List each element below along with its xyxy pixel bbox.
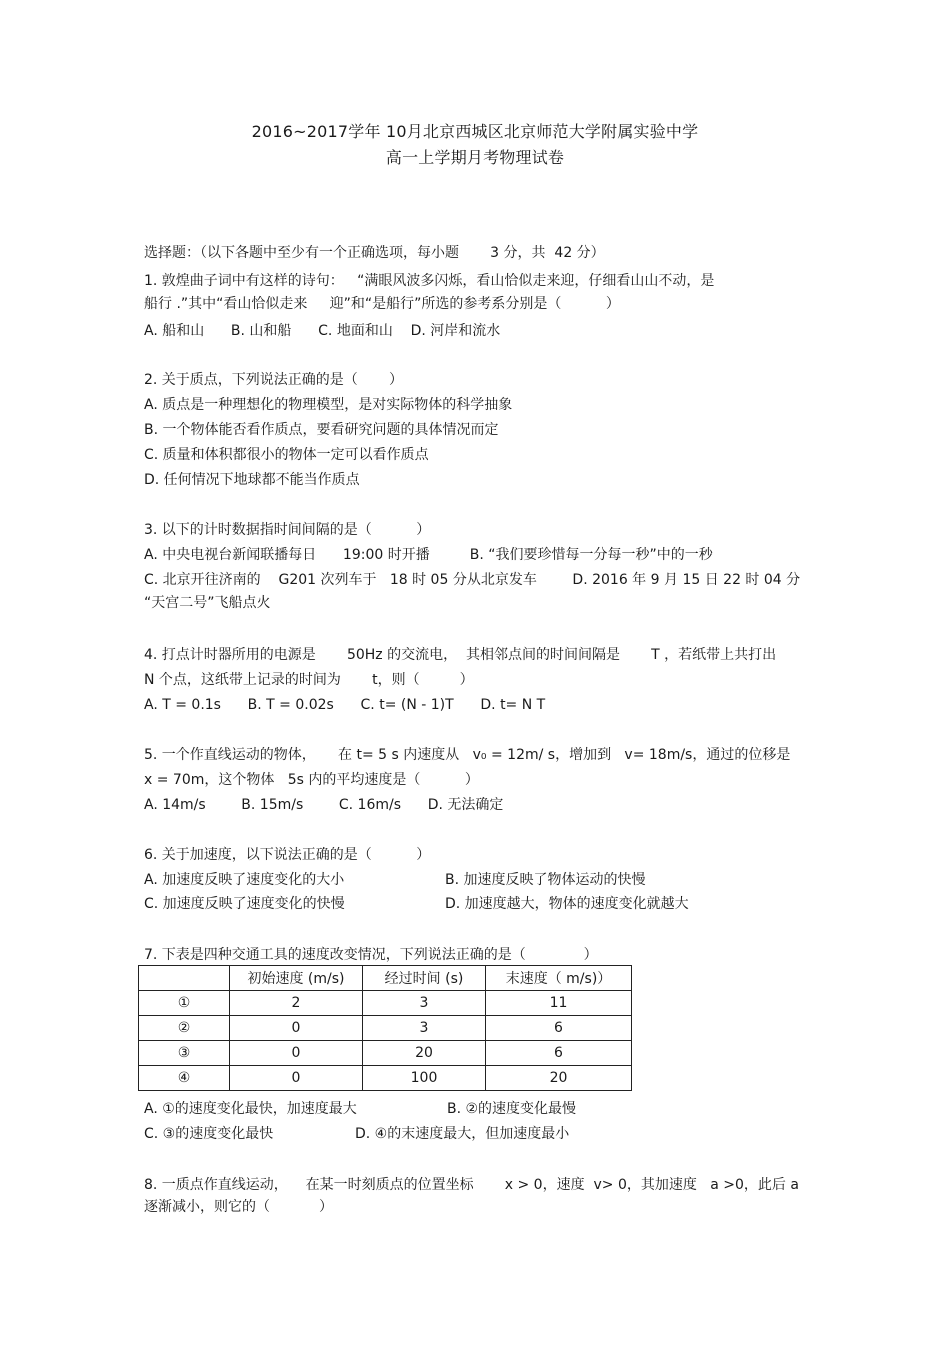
table-header-cell: [139, 966, 230, 991]
section-intro: 选择题：（以下各题中至少有一个正确选项，每小题 3 分，共 42 分）: [144, 245, 605, 261]
table-cell: 3: [363, 1016, 486, 1041]
q6-option-c: C. 加速度反映了速度变化的快慢: [144, 896, 345, 912]
q5-stem-line-2: x = 70m，这个物体 5s 内的平均速度是（ ）: [144, 772, 479, 788]
q6-option-d: D. 加速度越大，物体的速度变化就越大: [445, 896, 689, 912]
table-header-row: [139, 966, 632, 991]
q6-option-a: A. 加速度反映了速度变化的大小: [144, 872, 345, 888]
q2-option-a: A. 质点是一种理想化的物理模型，是对实际物体的科学抽象: [144, 397, 513, 413]
q3-option-d-continued: “天宫二号”飞船点火: [144, 595, 271, 611]
table-cell: 11: [486, 991, 632, 1016]
table-row: [139, 1041, 632, 1066]
q1-stem-line-1: 1. 敦煌曲子词中有这样的诗句： “满眼风波多闪烁，看山恰似走来迎，仔细看山山不动，是: [144, 273, 715, 289]
q7-option-d: D. ④的末速度最大，但加速度最小: [355, 1126, 570, 1142]
q3-options-cd: C. 北京开往济南的 G201 次列车于 18 时 05 分从北京发车 D. 2016 年 9 月 15 日 22 时 04 分: [144, 572, 801, 588]
q6-option-b: B. 加速度反映了物体运动的快慢: [445, 872, 646, 888]
table-header-cell: 末速度（ m/s)）: [486, 966, 632, 991]
q2-option-b: B. 一个物体能否看作质点，要看研究问题的具体情况而定: [144, 422, 499, 438]
exam-title-line-1: 2016~2017学年 10月北京西城区北京师范大学附属实验中学: [251, 122, 699, 141]
exam-title-line-2: 高一上学期月考物理试卷: [385, 148, 565, 167]
q2-option-c: C. 质量和体积都很小的物体一定可以看作质点: [144, 447, 429, 463]
q1-stem-line-2: 船行 .”其中“看山恰似走来 迎”和“是船行”所选的参考系分别是（ ）: [144, 296, 620, 312]
q5-stem-line-1: 5. 一个作直线运动的物体， 在 t= 5 s 内速度从 v₀ = 12m/ s，增加到 v= 18m/s，通过的位移是: [144, 747, 791, 763]
q3-options-ab: A. 中央电视台新闻联播每日 19:00 时开播 B. “我们要珍惜每一分每一秒”中的一秒: [144, 547, 713, 563]
q6-stem: 6. 关于加速度，以下说法正确的是（ ）: [144, 847, 431, 863]
table-cell: ①: [139, 991, 230, 1016]
q2-stem: 2. 关于质点，下列说法正确的是（ ）: [144, 372, 403, 388]
table-cell: 0: [230, 1016, 363, 1041]
q7-option-c: C. ③的速度变化最快: [144, 1126, 274, 1142]
table-row: [139, 1016, 632, 1041]
q5-options: A. 14m/s B. 15m/s C. 16m/s D. 无法确定: [144, 797, 504, 813]
speed-change-table: [138, 965, 632, 1091]
table-cell: 2: [230, 991, 363, 1016]
table-cell: 6: [486, 1041, 632, 1066]
q8-stem-line-2: 逐渐减小，则它的（ ）: [144, 1199, 333, 1215]
table-cell: ④: [139, 1066, 230, 1091]
q4-options: A. T = 0.1s B. T = 0.02s C. t= (N - 1)T D. t= N T: [144, 697, 546, 713]
table-cell: 0: [230, 1066, 363, 1091]
q4-stem-line-2: N 个点，这纸带上记录的时间为 t，则（ ）: [144, 672, 474, 688]
q7-stem: 7. 下表是四种交通工具的速度改变情况，下列说法正确的是（ ）: [144, 947, 598, 963]
table-cell: ②: [139, 1016, 230, 1041]
q4-stem-line-1: 4. 打点计时器所用的电源是 50Hz 的交流电， 其相邻点间的时间间隔是 T ，若纸带上共打出: [144, 647, 777, 663]
table-header-cell: 经过时间 (s): [363, 966, 486, 991]
q3-stem: 3. 以下的计时数据指时间间隔的是（ ）: [144, 522, 431, 538]
table-cell: 100: [363, 1066, 486, 1091]
q1-options: A. 船和山 B. 山和船 C. 地面和山 D. 河岸和流水: [144, 323, 501, 339]
table-cell: 3: [363, 991, 486, 1016]
q7-option-b: B. ②的速度变化最慢: [447, 1101, 577, 1117]
table-cell: 6: [486, 1016, 632, 1041]
table-cell: ③: [139, 1041, 230, 1066]
table-cell: 20: [486, 1066, 632, 1091]
table-row: [139, 991, 632, 1016]
q7-option-a: A. ①的速度变化最快，加速度最大: [144, 1101, 357, 1117]
table-cell: 0: [230, 1041, 363, 1066]
q8-stem-line-1: 8. 一质点作直线运动， 在某一时刻质点的位置坐标 x > 0，速度 v> 0，其加速度 a >0，此后 a: [144, 1177, 799, 1193]
table-row: [139, 1066, 632, 1091]
q2-option-d: D. 任何情况下地球都不能当作质点: [144, 472, 360, 488]
table-cell: 20: [363, 1041, 486, 1066]
table-header-cell: 初始速度 (m/s): [230, 966, 363, 991]
